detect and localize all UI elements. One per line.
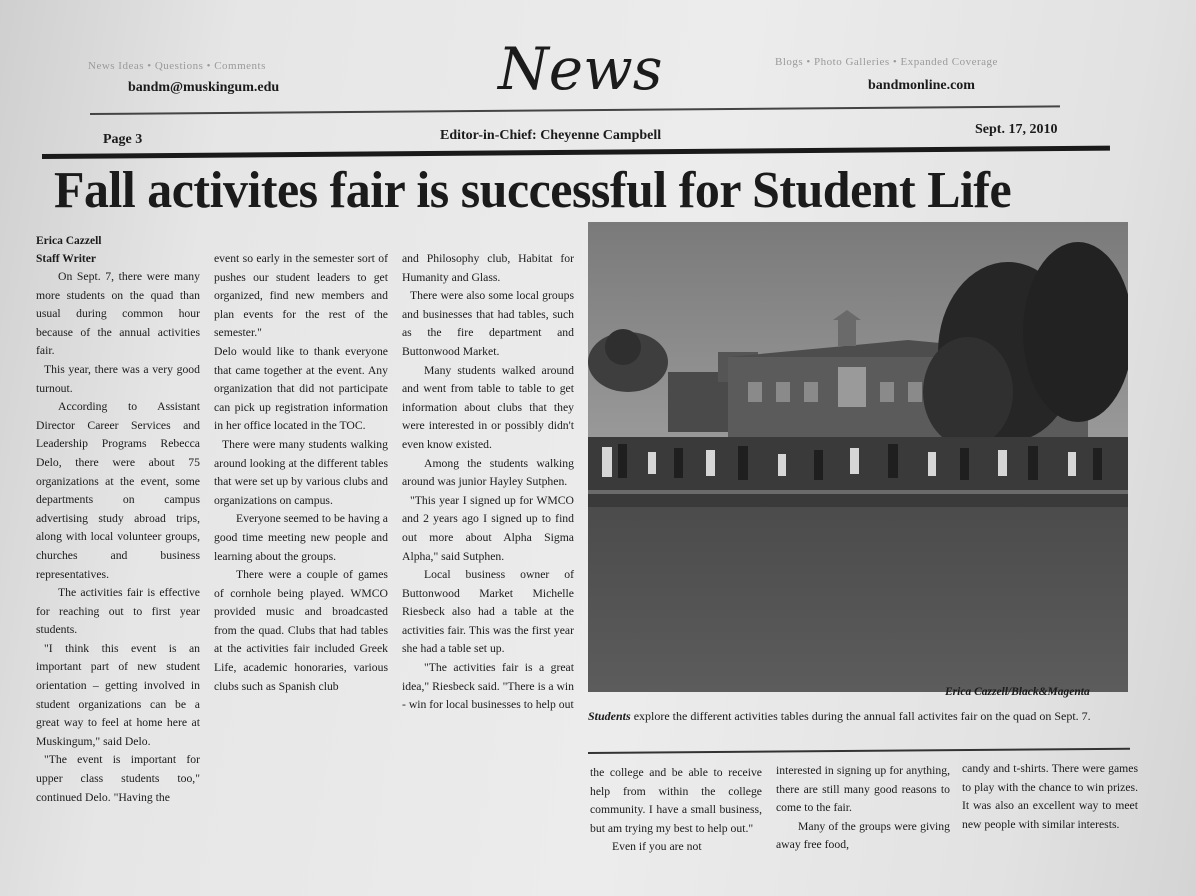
- email-address: bandm@muskingum.edu: [128, 80, 280, 95]
- article-column-3: [402, 250, 574, 715]
- article-column-6: [962, 760, 1138, 834]
- editor-in-chief: Editor-in-Chief: Cheyenne Campbell: [440, 128, 662, 143]
- paragraph: Local business owner of Buttonwood Market Michelle Riesbeck also had a table at the activities fair. This was the first year she had a table set up.: [402, 568, 574, 656]
- caption-divider: [588, 748, 1130, 754]
- byline: [36, 232, 200, 268]
- paragraph: "The activities fair is a great idea," Riesbeck said. "There is a win - win for local businesses to help out: [402, 661, 574, 712]
- paragraph: There were also some local groups and businesses that had tables, such as the fire department and Buttonwood Market.: [402, 289, 574, 358]
- top-divider: [90, 105, 1060, 115]
- paragraph: interested in signing up for anything, there are still many good reasons to come to the fair.: [776, 764, 950, 815]
- faded-header-right: Blogs • Photo Galleries • Expanded Coverage: [775, 56, 998, 68]
- section-masthead: News: [498, 35, 663, 103]
- paragraph: There were many students walking around looking at the different tables that were set up by various clubs and organizations on campus.: [214, 437, 388, 507]
- issue-date: Sept. 17, 2010: [975, 122, 1058, 137]
- page-number: Page 3: [103, 132, 143, 147]
- byline-name: Erica Cazzell: [36, 235, 102, 247]
- paragraph: "I think this event is an important part of new student orientation – getting involved in student organizations can be a great way to feel at home here at Muskingum," said Delo.: [36, 641, 200, 748]
- paragraph: Among the students walking around was junior Hayley Sutphen.: [402, 456, 574, 489]
- caption-lead: Students: [588, 709, 631, 723]
- article-column-1: [36, 232, 200, 807]
- paragraph: candy and t-shirts. There were games to play with the chance to win prizes. It was also an excellent way to meet new people with similar interests.: [962, 762, 1138, 831]
- caption-text: explore the different activities tables during the annual fall activites fair on the quad on Sept. 7.: [630, 709, 1091, 723]
- paragraph: On Sept. 7, there were many more students on the quad than usual during common hour because of the annual activities fair.: [36, 270, 200, 358]
- paragraph: "The event is important for upper class students too," continued Delo. "Having the: [36, 753, 200, 804]
- photo-caption: [588, 706, 1108, 726]
- activities-fair-photo: [588, 222, 1128, 692]
- thick-divider: [42, 146, 1110, 159]
- paragraph: According to Assistant Director Career Services and Leadership Programs Rebecca Delo, there were about 75 organizations at the event, some departments on campus advertising study abroad trips, along with local volunteer groups, churches and business representatives.: [36, 400, 200, 581]
- paragraph: Delo would like to thank everyone that came together at the event. Any organization that did not participate can pick up registration information in her office located in the TOC.: [214, 344, 388, 433]
- photo-credit: Erica Cazzell/Black&Magenta: [945, 686, 1090, 698]
- paragraph: There were a couple of games of cornhole being played. WMCO provided music and broadcasted from the quad. Clubs that had tables at the activities fair included Greek Life, academic honoraries, various clubs such as Spanish club: [214, 568, 388, 693]
- byline-title: Staff Writer: [36, 253, 96, 265]
- paragraph: Even if you are not: [612, 840, 702, 854]
- paragraph: This year, there was a very good turnout.: [36, 362, 200, 395]
- paragraph: event so early in the semester sort of pushes our student leaders to get organized, find new members and plan events for the rest of the semester.": [214, 252, 388, 340]
- article-headline: Fall activites fair is successful for Student Life: [54, 162, 1012, 219]
- paragraph: Many of the groups were giving away free food,: [776, 819, 950, 852]
- paragraph: the college and be able to receive help from within the college community. I have a small business, but am trying my best to help out.": [590, 766, 762, 835]
- paragraph: The activities fair is effective for reaching out to first year students.: [36, 586, 200, 637]
- faded-header-left: News Ideas • Questions • Comments: [88, 60, 266, 72]
- website-address: bandmonline.com: [868, 78, 975, 93]
- article-column-5: [776, 762, 950, 855]
- paragraph: and Philosophy club, Habitat for Humanity and Glass.: [402, 252, 574, 284]
- article-column-4: [590, 764, 762, 857]
- paragraph: Many students walked around and went from table to table to get information about clubs that they were interested in or possibly didn't even know existed.: [402, 363, 574, 451]
- article-column-2: [214, 250, 388, 696]
- paragraph: Everyone seemed to be having a good time meeting new people and learning about the groups.: [214, 512, 388, 563]
- paragraph: "This year I signed up for WMCO and 2 years ago I signed up to find out more about Alpha Sigma Alpha," said Sutphen.: [402, 493, 574, 563]
